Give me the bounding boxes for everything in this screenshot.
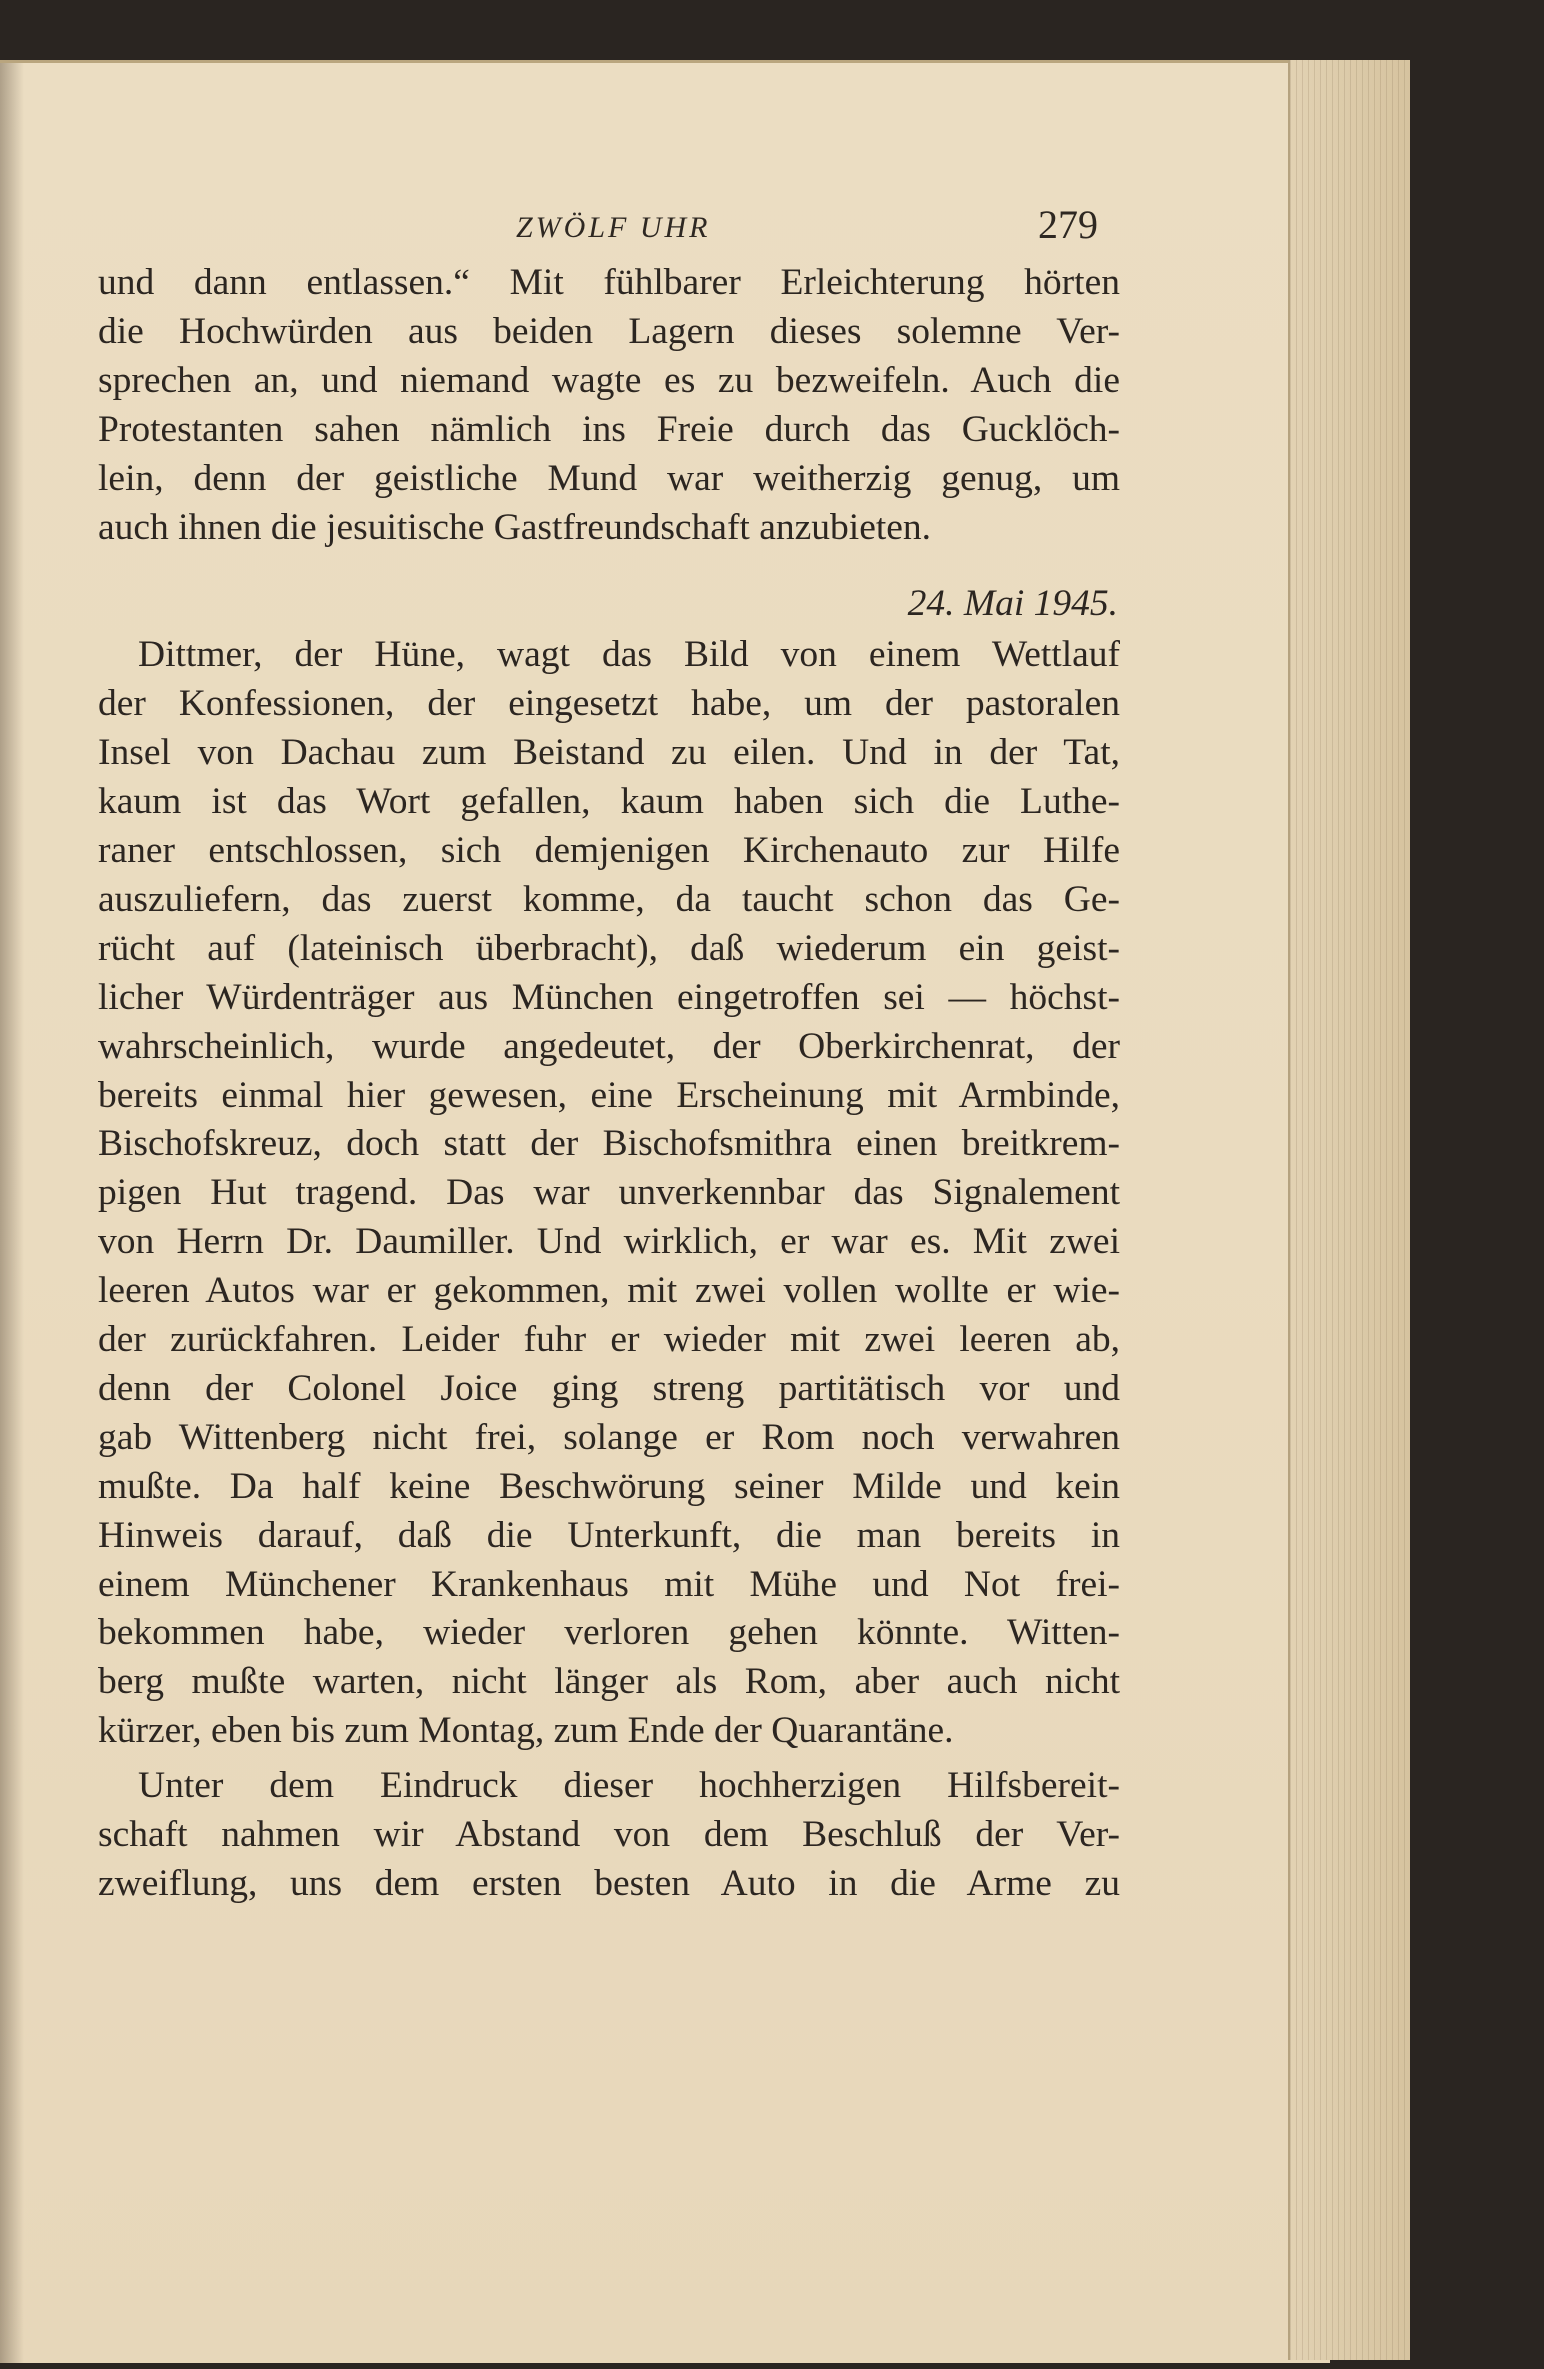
- page-header: [0, 201, 1330, 261]
- text-line: kürzer, eben bis zum Montag, zum Ende der Quarantäne.: [98, 1710, 954, 1752]
- text-line: Protestanten sahen nämlich ins Freie durch das Gucklöch-: [98, 408, 1120, 450]
- text-line: mußte. Da half keine Beschwörung seiner Milde und kein: [98, 1465, 1120, 1507]
- text-line: schaft nahmen wir Abstand von dem Beschluß der Ver-: [98, 1814, 1120, 1856]
- text-line: wahrscheinlich, wurde angedeutet, der Oberkirchenrat, der: [98, 1025, 1120, 1067]
- text-line: zweiflung, uns dem ersten besten Auto in die Arme zu: [98, 1863, 1120, 1904]
- text-line: auszuliefern, das zuerst komme, da taucht schon das Ge-: [98, 878, 1120, 920]
- text-line: von Herrn Dr. Daumiller. Und wirklich, er war es. Mit zwei: [98, 1221, 1120, 1263]
- text-line: einem Münchener Krankenhaus mit Mühe und Not frei-: [98, 1563, 1120, 1605]
- text-line: bereits einmal hier gewesen, eine Erscheinung mit Armbinde,: [98, 1074, 1120, 1116]
- page-edges: [1288, 60, 1410, 2360]
- text-line: die Hochwürden aus beiden Lagern dieses solemne Ver-: [98, 310, 1120, 352]
- text-line: auch ihnen die jesuitische Gastfreundschaft anzubieten.: [98, 506, 932, 548]
- page-body: [98, 259, 1120, 1909]
- text-line: pigen Hut tragend. Das war unverkennbar das Signalement: [98, 1172, 1120, 1214]
- text-line: lein, denn der geistliche Mund war weitherzig genug, um: [98, 457, 1120, 499]
- text-line: sprechen an, und niemand wagte es zu bezweifeln. Auch die: [98, 359, 1120, 401]
- text-line: rücht auf (lateinisch überbracht), daß wiederum ein geist-: [98, 927, 1120, 969]
- book: [0, 60, 1410, 2360]
- dateline: 24. Mai 1945.: [907, 583, 1118, 625]
- text-line: licher Würdenträger aus München eingetroffen sei — höchst-: [98, 976, 1120, 1018]
- paragraph-3: [98, 1762, 1120, 1909]
- spine-shadow: [0, 63, 24, 2363]
- text-line: Bischofskreuz, doch statt der Bischofsmithra einen breitkrem-: [98, 1123, 1120, 1165]
- page-number: 279: [1038, 202, 1098, 247]
- text-line: Hinweis darauf, daß die Unterkunft, die man bereits in: [98, 1514, 1120, 1556]
- text-line: der Konfessionen, der eingesetzt habe, um der pastoralen: [98, 683, 1120, 725]
- text-line: gab Wittenberg nicht frei, solange er Rom noch verwahren: [98, 1416, 1120, 1458]
- text-line: Insel von Dachau zum Beistand zu eilen. Und in der Tat,: [98, 732, 1120, 774]
- text-line: leeren Autos war er gekommen, mit zwei vollen wollte er wie-: [98, 1270, 1120, 1312]
- text-line: kaum ist das Wort gefallen, kaum haben sich die Luthe-: [98, 781, 1120, 823]
- text-line: Dittmer, der Hüne, wagt das Bild von einem Wettlauf: [138, 634, 1120, 676]
- text-line: denn der Colonel Joice ging streng partitätisch vor und: [98, 1367, 1120, 1409]
- text-line: der zurückfahren. Leider fuhr er wieder mit zwei leeren ab,: [98, 1319, 1120, 1361]
- book-page: [0, 60, 1330, 2363]
- running-title: ZWÖLF UHR: [516, 211, 711, 244]
- text-line: raner entschlossen, sich demjenigen Kirchenauto zur Hilfe: [98, 829, 1120, 871]
- text-line: bekommen habe, wieder verloren gehen könnte. Witten-: [98, 1612, 1120, 1654]
- text-line: und dann entlassen.“ Mit fühlbarer Erleichterung hörten: [98, 262, 1120, 303]
- text-line: Unter dem Eindruck dieser hochherzigen Hilfsbereit-: [138, 1765, 1120, 1807]
- text-line: berg mußte warten, nicht länger als Rom, aber auch nicht: [98, 1661, 1120, 1703]
- paragraph-2: [98, 631, 1120, 1756]
- paragraph-1: [98, 259, 1120, 552]
